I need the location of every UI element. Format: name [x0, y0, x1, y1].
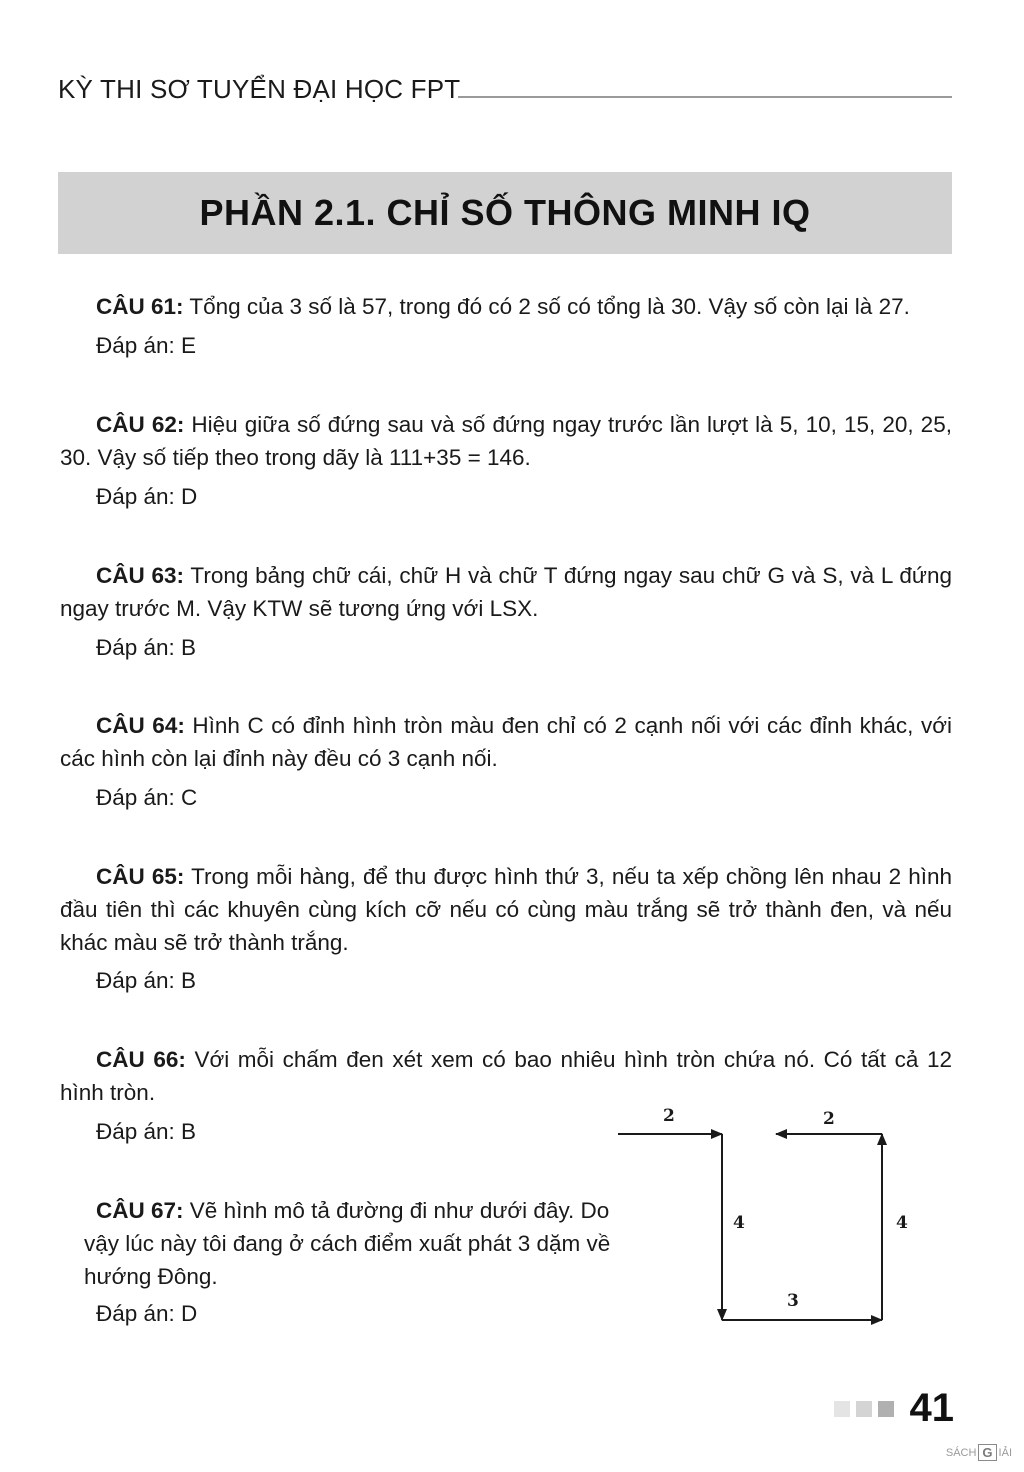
question-text: Tổng của 3 số là 57, trong đó có 2 số có tổng là 30. Vậy số còn lại là 27. — [189, 294, 910, 319]
question-text: Trong bảng chữ cái, chữ H và chữ T đứng ngay sau chữ G và S, và L đứng ngay trước M. Vậy KTW sẽ tương ứng với LSX. — [60, 563, 952, 621]
answer-61: Đáp án: E — [96, 333, 197, 358]
decor-square — [878, 1401, 894, 1417]
decor-square — [856, 1401, 872, 1417]
question-label: CÂU 64: — [96, 713, 185, 738]
question-label: CÂU 66: — [96, 1047, 186, 1072]
label-right: 4 — [896, 1213, 908, 1233]
watermark-logo: SÁCH G IẢI — [945, 1445, 1012, 1460]
question-text: Hình C có đỉnh hình tròn màu đen chỉ có 2 cạnh nối với các đỉnh khác, với các hình còn lại đỉnh này đều có 3 cạnh nối. — [60, 713, 952, 771]
answer-65: Đáp án: B — [96, 968, 197, 993]
question-text: Vẽ hình mô tả đường đi như dưới đây. Do vậy lúc này tôi đang ở cách điểm xuất phát 3 dặm về hướng Đông. — [84, 1198, 611, 1289]
section-title: PHẦN 2.1. CHỈ SỐ THÔNG MINH IQ — [199, 192, 811, 233]
answer-63: Đáp án: B — [96, 635, 197, 660]
question-label: CÂU 62: — [96, 412, 185, 437]
answer-66: Đáp án: B — [96, 1119, 197, 1144]
answer-64: Đáp án: C — [96, 785, 198, 810]
question-label: CÂU 65: — [96, 864, 185, 889]
page-number: 41 — [909, 1386, 954, 1430]
question-label: CÂU 61: — [96, 294, 184, 319]
question-text: Với mỗi chấm đen xét xem có bao nhiêu hình tròn chứa nó. Có tất cả 12 hình tròn. — [60, 1047, 952, 1105]
decor-square — [834, 1401, 850, 1417]
label-top-right: 2 — [823, 1109, 835, 1129]
question-text: Trong mỗi hàng, để thu được hình thứ 3, nếu ta xếp chồng lên nhau 2 hình đầu tiên thì các khuyên cùng kích cỡ nếu có cùng màu trắng sẽ trở thành đen, và nếu khác màu sẽ trở thành trắng. — [60, 864, 952, 955]
label-top-left: 2 — [663, 1106, 675, 1126]
running-header: KỲ THI SƠ TUYỂN ĐẠI HỌC FPT — [58, 74, 461, 104]
question-label: CÂU 67: — [96, 1198, 184, 1223]
answer-62: Đáp án: D — [96, 484, 198, 509]
answer-67: Đáp án: D — [96, 1301, 198, 1326]
question-text: Hiệu giữa số đứng sau và số đứng ngay trước lần lượt là 5, 10, 15, 20, 25, 30. Vậy số tiếp theo trong dãy là 111+35 = 146. — [60, 412, 952, 470]
label-bottom: 3 — [787, 1291, 799, 1311]
question-label: CÂU 63: — [96, 563, 185, 588]
label-left: 4 — [733, 1213, 745, 1233]
page-number-block — [834, 1386, 955, 1431]
